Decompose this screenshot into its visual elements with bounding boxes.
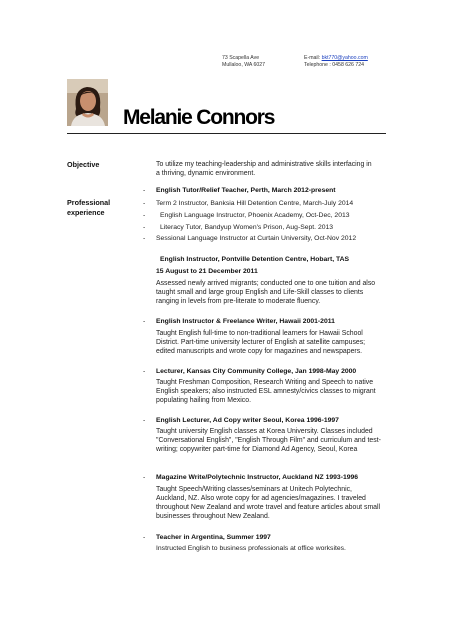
bullet: - bbox=[143, 200, 146, 207]
address-line-2: Mullaloo, WA 6027 bbox=[222, 62, 266, 68]
email-line: E-mail: bkt770@yahoo.com bbox=[304, 55, 368, 61]
list-item: Literacy Tutor, Bandyup Women's Prison, Aug-Sept. 2013 bbox=[160, 224, 334, 231]
phone-line bbox=[304, 62, 368, 69]
job-description: Taught Speech/Writing classes/seminars at Unitech Polytechnic, Auckland, NZ. Also wrote copy for ad agencies/magazines. I traveled throughout New Zealand and wrote travel and feature articles about small businesses throughout New Zealand. bbox=[156, 486, 381, 520]
bullet: - bbox=[143, 318, 146, 325]
candidate-name: Melanie Connors bbox=[123, 106, 275, 129]
job-description: Taught English full-time to non-traditional learners for Hawaii School District. Part-time university lecturer of English at satellite campuses; edited manuscripts and wrote copy for magazines and newspapers. bbox=[156, 330, 366, 355]
job-title: Teacher in Argentina, Summer 1997 bbox=[156, 534, 271, 541]
phone-label: Telephone bbox=[304, 62, 328, 68]
job-title: English Instructor, Pontville Detention Centre, Hobart, TAS bbox=[160, 256, 350, 263]
list-item: Term 2 Instructor, Banksia Hill Detention Centre, March-July 2014 bbox=[156, 200, 354, 207]
job-title: English Lecturer, Ad Copy writer Seoul, Korea 1996-1997 bbox=[156, 417, 339, 424]
bullet: - bbox=[143, 224, 146, 231]
profile-photo bbox=[67, 79, 108, 126]
bullet: - bbox=[143, 474, 146, 481]
objective-label: Objective bbox=[67, 160, 100, 169]
job-description: Taught university English classes at Korea University. Classes included "Conversational English", "English Through Film" and curriculum and test-writing; copywriter part-time for Diamond Ad Agency, Seoul, Korea bbox=[156, 428, 381, 453]
objective-text: To utilize my teaching-leadership and administrative skills interfacing in a thriving, dynamic environment. bbox=[156, 161, 372, 177]
list-item: Sessional Language Instructor at Curtain University, Oct-Nov 2012 bbox=[156, 235, 357, 242]
email-link[interactable]: bkt770@yahoo.com bbox=[321, 55, 368, 61]
bullet: - bbox=[143, 534, 146, 541]
experience-label-line-1: Professional bbox=[67, 198, 111, 207]
job-description: Assessed newly arrived migrants; conducted one to one tuition and also taught small and large group English and Life-Skill classes to clients ranging in levels from pre-literate to moderate fluency. bbox=[156, 280, 376, 305]
phone-number: : 0458 626 724 bbox=[329, 62, 365, 68]
bullet: - bbox=[143, 212, 146, 219]
job-description: Instructed English to business professionals at office worksites. bbox=[156, 545, 346, 552]
job-title: Lecturer, Kansas City Community College, Jan 1998-May 2000 bbox=[156, 368, 357, 375]
job-dates: 15 August to 21 December 2011 bbox=[156, 268, 258, 275]
portrait-image bbox=[67, 79, 108, 126]
job-title: English Instructor & Freelance Writer, Hawaii 2001-2011 bbox=[156, 318, 335, 325]
email-label: E-mail bbox=[304, 55, 319, 61]
contact-block bbox=[304, 55, 368, 69]
bullet: - bbox=[143, 417, 146, 424]
header-divider bbox=[67, 133, 386, 134]
current-job-heading: English Tutor/Relief Teacher, Perth, March 2012-present bbox=[156, 187, 336, 194]
bullet: - bbox=[143, 187, 146, 194]
bullet: - bbox=[143, 235, 146, 242]
bullet: - bbox=[143, 368, 146, 375]
job-description: Taught Freshman Composition, Research Writing and Speech to native English speakers; also instructed ESL amnesty/civics classes to migrant populating hailing from Mexico. bbox=[156, 379, 376, 404]
job-title: Magazine Write/Polytechnic Instructor, Auckland NZ 1993-1996 bbox=[156, 474, 359, 481]
list-item: English Language Instructor, Phoenix Academy, Oct-Dec, 2013 bbox=[160, 212, 350, 219]
experience-label-line-2: experience bbox=[67, 208, 105, 217]
experience-label bbox=[67, 198, 110, 218]
address-line-1: 73 Scapella Ave bbox=[222, 55, 260, 61]
address-block bbox=[222, 55, 265, 69]
